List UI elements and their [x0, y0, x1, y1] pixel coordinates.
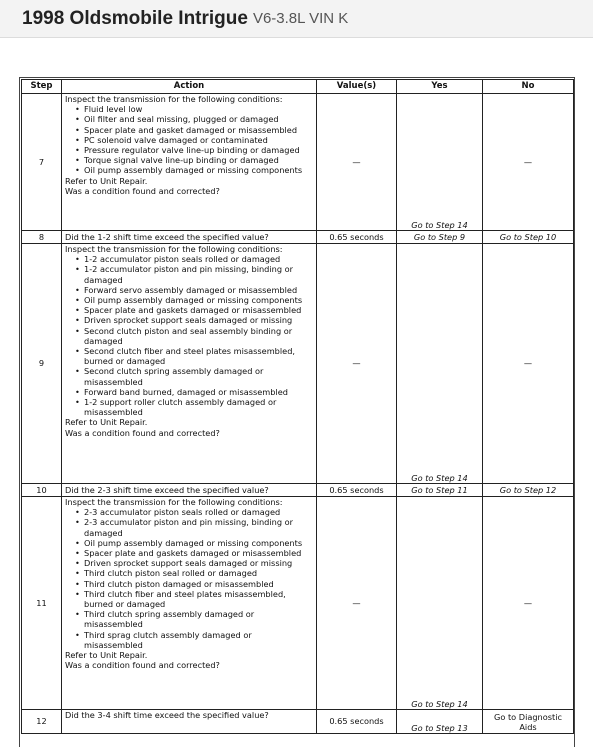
table-header-row: [22, 80, 574, 94]
action-cell: [62, 244, 317, 484]
condition-item: • Second clutch piston and seal assembly binding or damaged: [75, 326, 313, 346]
action-refer: Refer to Unit Repair.: [65, 650, 148, 661]
no-cell: —: [483, 244, 574, 484]
action-cell: Did the 2-3 shift time exceed the specified value?: [62, 484, 317, 497]
condition-item: • Torque signal valve line-up binding or damaged: [75, 155, 313, 165]
condition-item: • 2-3 accumulator piston and pin missing, binding or damaged: [75, 517, 313, 537]
yes-cell: Go to Step 9: [397, 231, 483, 244]
condition-item: • Oil pump assembly damaged or missing components: [75, 538, 313, 548]
condition-item: • Third clutch piston seal rolled or damaged: [75, 568, 313, 578]
no-cell: —: [483, 94, 574, 231]
action-cell: [62, 497, 317, 710]
column-header-values: Value(s): [317, 80, 397, 94]
value-cell: 0.65 seconds: [317, 710, 397, 734]
condition-item: • Third clutch fiber and steel plates misassembled, burned or damaged: [75, 589, 313, 609]
table-row-step-11: [22, 497, 574, 710]
table-row-step-12: [22, 710, 574, 734]
table-row-step-8: [22, 231, 574, 244]
condition-list: [65, 104, 313, 175]
table-row-step-7: [22, 94, 574, 231]
step-number: 11: [22, 497, 62, 710]
value-cell: —: [317, 497, 397, 710]
condition-item: • 2-3 accumulator piston seals rolled or damaged: [75, 507, 313, 517]
condition-item: • Oil pump assembly damaged or missing components: [75, 295, 313, 305]
condition-item: • Fluid level low: [75, 104, 313, 114]
step-number: 8: [22, 231, 62, 244]
condition-list: [65, 507, 313, 650]
yes-cell: Go to Step 14: [397, 94, 483, 231]
condition-item: • 1-2 accumulator piston seals rolled or damaged: [75, 254, 313, 264]
condition-item: • 1-2 accumulator piston and pin missing, binding or damaged: [75, 264, 313, 284]
no-cell: —: [483, 497, 574, 710]
no-cell: Go to Diagnostic Aids: [483, 710, 574, 734]
step-number: 7: [22, 94, 62, 231]
action-question: Was a condition found and corrected?: [65, 660, 220, 671]
column-header-action: Action: [62, 80, 317, 94]
action-refer: Refer to Unit Repair.: [65, 417, 148, 428]
condition-item: • Third sprag clutch assembly damaged or misassembled: [75, 630, 313, 650]
action-question: Was a condition found and corrected?: [65, 185, 220, 196]
action-cell: [62, 94, 317, 231]
column-header-yes: Yes: [397, 80, 483, 94]
condition-item: • Spacer plate and gasket damaged or misassembled: [75, 125, 313, 135]
action-cell: Did the 1-2 shift time exceed the specified value?: [62, 231, 317, 244]
condition-item: • 1-2 support roller clutch assembly damaged or misassembled: [75, 397, 313, 417]
condition-item: • Third clutch piston damaged or misassembled: [75, 579, 313, 589]
action-refer: Refer to Unit Repair.: [65, 175, 148, 186]
value-cell: 0.65 seconds: [317, 231, 397, 244]
column-header-no: No: [483, 80, 574, 94]
condition-item: • Forward band burned, damaged or misassembled: [75, 387, 313, 397]
no-cell: Go to Step 10: [483, 231, 574, 244]
action-cell: Did the 3-4 shift time exceed the specified value?: [62, 710, 317, 734]
action-intro: Inspect the transmission for the following conditions:: [65, 497, 283, 507]
yes-cell: Go to Step 13: [397, 710, 483, 734]
yes-cell: Go to Step 14: [397, 244, 483, 484]
action-intro: Inspect the transmission for the following conditions:: [65, 244, 283, 254]
yes-cell: Go to Step 14: [397, 497, 483, 710]
condition-item: • Spacer plate and gaskets damaged or misassembled: [75, 548, 313, 558]
step-number: 12: [22, 710, 62, 734]
condition-item: • Second clutch spring assembly damaged or misassembled: [75, 366, 313, 386]
condition-item: • Oil pump assembly damaged or missing components: [75, 165, 313, 175]
yes-cell: Go to Step 11: [397, 484, 483, 497]
value-cell: —: [317, 244, 397, 484]
condition-item: • Spacer plate and gaskets damaged or misassembled: [75, 305, 313, 315]
condition-item: • Pressure regulator valve line-up binding or damaged: [75, 145, 313, 155]
action-intro: Inspect the transmission for the following conditions:: [65, 94, 283, 104]
condition-item: • Third clutch spring assembly damaged or misassembled: [75, 609, 313, 629]
condition-item: • Driven sprocket support seals damaged or missing: [75, 558, 313, 568]
condition-item: • PC solenoid valve damaged or contaminated: [75, 135, 313, 145]
condition-item: • Second clutch fiber and steel plates misassembled, burned or damaged: [75, 346, 313, 366]
action-question: Was a condition found and corrected?: [65, 427, 220, 438]
condition-item: • Driven sprocket support seals damaged or missing: [75, 315, 313, 325]
engine-subtitle: V6-3.8L VIN K: [252, 10, 349, 27]
diagnostic-table: [21, 79, 574, 734]
no-cell: Go to Step 12: [483, 484, 574, 497]
condition-item: • Oil filter and seal missing, plugged or damaged: [75, 114, 313, 124]
column-header-step: Step: [22, 80, 62, 94]
value-cell: —: [317, 94, 397, 231]
condition-list: [65, 254, 313, 417]
step-number: 9: [22, 244, 62, 484]
page-header: [0, 0, 593, 38]
step-number: 10: [22, 484, 62, 497]
vehicle-title: 1998 Oldsmobile Intrigue: [22, 7, 248, 29]
table-row-step-10: [22, 484, 574, 497]
table-row-step-9: [22, 244, 574, 484]
value-cell: 0.65 seconds: [317, 484, 397, 497]
condition-item: • Forward servo assembly damaged or misassembled: [75, 285, 313, 295]
